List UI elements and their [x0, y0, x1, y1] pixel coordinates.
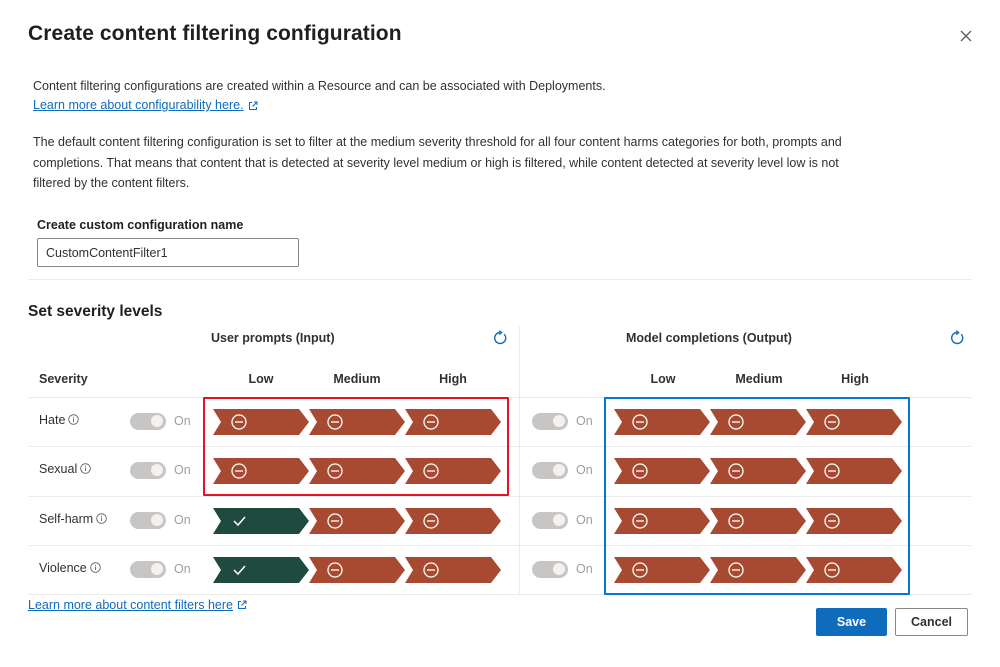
default-config-description: The default content filtering configuration is set to filter at the medium severity threshold for all four content harms categories for both, prompts and completions. That means that content that is detected at severity level medium or high is filtered, while content detected at severity level low is not filtered by the content filters. [33, 135, 842, 190]
toggle-label: On [576, 414, 593, 428]
output-toggle-hate[interactable] [532, 413, 593, 430]
input-sexual-medium-blocked-icon[interactable] [309, 458, 405, 484]
output-hate-low-blocked-icon[interactable] [614, 409, 710, 435]
output-toggle-self-harm[interactable] [532, 512, 593, 529]
toggle-track [130, 512, 166, 529]
output-sexual-low-blocked-icon[interactable] [614, 458, 710, 484]
input-violence-medium-blocked-icon[interactable] [309, 557, 405, 583]
toggle-track [130, 561, 166, 578]
output-self-harm-medium-blocked-icon[interactable] [710, 508, 806, 534]
toggle-thumb [151, 415, 163, 427]
content-filters-link-label: Learn more about content filters here [28, 598, 233, 612]
toggle-thumb [151, 563, 163, 575]
toggle-label: On [576, 513, 593, 527]
output-high-header: High [841, 372, 869, 386]
output-self-harm-high-blocked-icon[interactable] [806, 508, 902, 534]
category-sexual [39, 462, 91, 476]
info-icon[interactable] [90, 562, 101, 573]
toggle-label: On [174, 513, 191, 527]
output-toggle-violence[interactable] [532, 561, 593, 578]
toggle-label: On [576, 463, 593, 477]
input-hate-high-blocked-icon[interactable] [405, 409, 501, 435]
toggle-thumb [553, 563, 565, 575]
output-hate-high-blocked-icon[interactable] [806, 409, 902, 435]
category-violence [39, 561, 101, 575]
input-toggle-self-harm[interactable] [130, 512, 191, 529]
toggle-track [532, 512, 568, 529]
output-low-header: Low [650, 372, 676, 386]
output-violence-high-blocked-icon[interactable] [806, 557, 902, 583]
toggle-track [532, 462, 568, 479]
toggle-track [130, 462, 166, 479]
intro [33, 77, 853, 115]
output-group-title: Model completions (Output) [626, 331, 792, 345]
toggle-thumb [553, 415, 565, 427]
info-icon[interactable] [80, 463, 91, 474]
category-self-harm [39, 512, 107, 526]
toggle-track [130, 413, 166, 430]
output-violence-low-blocked-icon[interactable] [614, 557, 710, 583]
configurability-link[interactable] [33, 96, 258, 115]
toggle-label: On [576, 562, 593, 576]
category-hate [39, 413, 79, 427]
toggle-track [532, 561, 568, 578]
input-violence-high-blocked-icon[interactable] [405, 557, 501, 583]
info-icon[interactable] [68, 414, 79, 425]
row-divider [28, 446, 972, 447]
category-label: Hate [39, 412, 66, 427]
toggle-thumb [553, 514, 565, 526]
toggle-thumb [151, 514, 163, 526]
output-toggle-sexual[interactable] [532, 462, 593, 479]
toggle-label: On [174, 414, 191, 428]
content-filters-link[interactable] [28, 598, 247, 612]
reset-input-icon[interactable] [492, 330, 508, 346]
output-sexual-medium-blocked-icon[interactable] [710, 458, 806, 484]
input-toggle-sexual[interactable] [130, 462, 191, 479]
input-violence-low-allowed-check-icon[interactable] [213, 557, 309, 583]
row-divider [28, 594, 972, 595]
category-label: Self-harm [39, 511, 94, 526]
input-group-title: User prompts (Input) [211, 331, 335, 345]
input-high-header: High [439, 372, 467, 386]
toggle-thumb [151, 464, 163, 476]
input-self-harm-low-allowed-check-icon[interactable] [213, 508, 309, 534]
external-link-icon [237, 600, 247, 610]
intro-text: Content filtering configurations are created within a Resource and can be associated with Deployments. [33, 79, 606, 93]
divider [28, 279, 972, 280]
input-low-header: Low [248, 372, 274, 386]
input-sexual-high-blocked-icon[interactable] [405, 458, 501, 484]
config-name-label: Create custom configuration name [37, 218, 244, 232]
column-separator [519, 326, 520, 594]
severity-column-header: Severity [39, 372, 88, 386]
output-self-harm-low-blocked-icon[interactable] [614, 508, 710, 534]
input-sexual-low-blocked-icon[interactable] [213, 458, 309, 484]
input-medium-header: Medium [333, 372, 381, 386]
config-name-input[interactable] [37, 238, 299, 267]
severity-heading: Set severity levels [28, 303, 163, 320]
category-label: Sexual [39, 461, 78, 476]
input-self-harm-medium-blocked-icon[interactable] [309, 508, 405, 534]
row-divider [28, 397, 972, 398]
close-icon[interactable] [954, 24, 978, 48]
row-divider [28, 545, 972, 546]
toggle-track [532, 413, 568, 430]
configurability-link-label: Learn more about configurability here. [33, 98, 244, 112]
input-toggle-hate[interactable] [130, 413, 191, 430]
input-hate-medium-blocked-icon[interactable] [309, 409, 405, 435]
save-button[interactable]: Save [816, 608, 887, 636]
output-hate-medium-blocked-icon[interactable] [710, 409, 806, 435]
toggle-thumb [553, 464, 565, 476]
reset-output-icon[interactable] [949, 330, 965, 346]
dialog-title: Create content filtering configuration [28, 22, 402, 45]
input-hate-low-blocked-icon[interactable] [213, 409, 309, 435]
external-link-icon [248, 101, 258, 111]
cancel-button[interactable]: Cancel [895, 608, 968, 636]
toggle-label: On [174, 463, 191, 477]
output-violence-medium-blocked-icon[interactable] [710, 557, 806, 583]
category-label: Violence [39, 560, 87, 575]
input-self-harm-high-blocked-icon[interactable] [405, 508, 501, 534]
row-divider [28, 496, 972, 497]
output-sexual-high-blocked-icon[interactable] [806, 458, 902, 484]
info-icon[interactable] [96, 513, 107, 524]
toggle-label: On [174, 562, 191, 576]
input-toggle-violence[interactable] [130, 561, 191, 578]
output-medium-header: Medium [735, 372, 783, 386]
